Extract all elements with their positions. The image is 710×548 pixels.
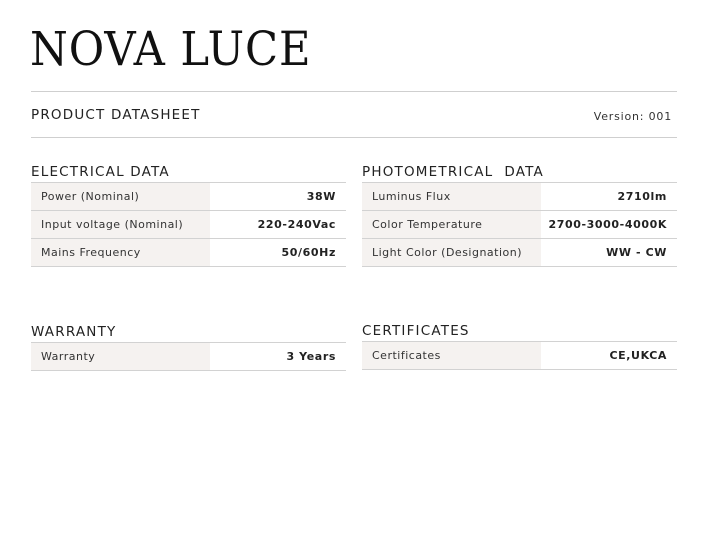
table-row — [362, 211, 677, 239]
table-row — [31, 343, 346, 371]
spec-value: 38W — [306, 190, 336, 203]
spec-label: Certificates — [362, 342, 541, 369]
table-row — [362, 239, 677, 267]
section-title-photometrical: PHOTOMETRICAL DATA — [362, 164, 544, 180]
spec-value: 50/60Hz — [281, 246, 336, 259]
spec-value: 3 Years — [286, 350, 336, 363]
spec-label: Input voltage (Nominal) — [31, 211, 210, 238]
spec-label: Mains Frequency — [31, 239, 210, 266]
table-row — [362, 183, 677, 211]
photometrical-data-table — [362, 182, 677, 267]
warranty-section — [31, 322, 346, 371]
spec-label: Light Color (Designation) — [362, 239, 541, 266]
photometrical-data-section — [362, 162, 677, 267]
spec-label: Warranty — [31, 343, 210, 370]
section-title-certificates: CERTIFICATES — [362, 323, 470, 339]
spec-label: Luminus Flux — [362, 183, 541, 210]
spec-value: CE,UKCA — [609, 349, 667, 362]
brand-logo: NOVA LUCE — [30, 22, 312, 77]
spec-value: 220-240Vac — [257, 218, 336, 231]
certificates-table — [362, 341, 677, 370]
spec-label: Color Temperature — [362, 211, 541, 238]
certificates-section — [362, 321, 677, 370]
spec-value: 2710lm — [617, 190, 667, 203]
electrical-data-section — [31, 162, 346, 267]
spec-label: Power (Nominal) — [31, 183, 210, 210]
table-row — [31, 183, 346, 211]
document-title: PRODUCT DATASHEET — [31, 107, 201, 123]
table-row — [31, 239, 346, 267]
header-top-divider — [31, 91, 677, 92]
header-bottom-divider — [31, 137, 677, 138]
electrical-data-table — [31, 182, 346, 267]
spec-value: WW - CW — [606, 246, 667, 259]
table-row — [362, 342, 677, 370]
section-title-electrical: ELECTRICAL DATA — [31, 164, 170, 180]
warranty-table — [31, 342, 346, 371]
section-title-warranty: WARRANTY — [31, 324, 117, 340]
document-version: Version: 001 — [593, 110, 672, 123]
spec-value: 2700-3000-4000K — [548, 218, 667, 231]
table-row — [31, 211, 346, 239]
